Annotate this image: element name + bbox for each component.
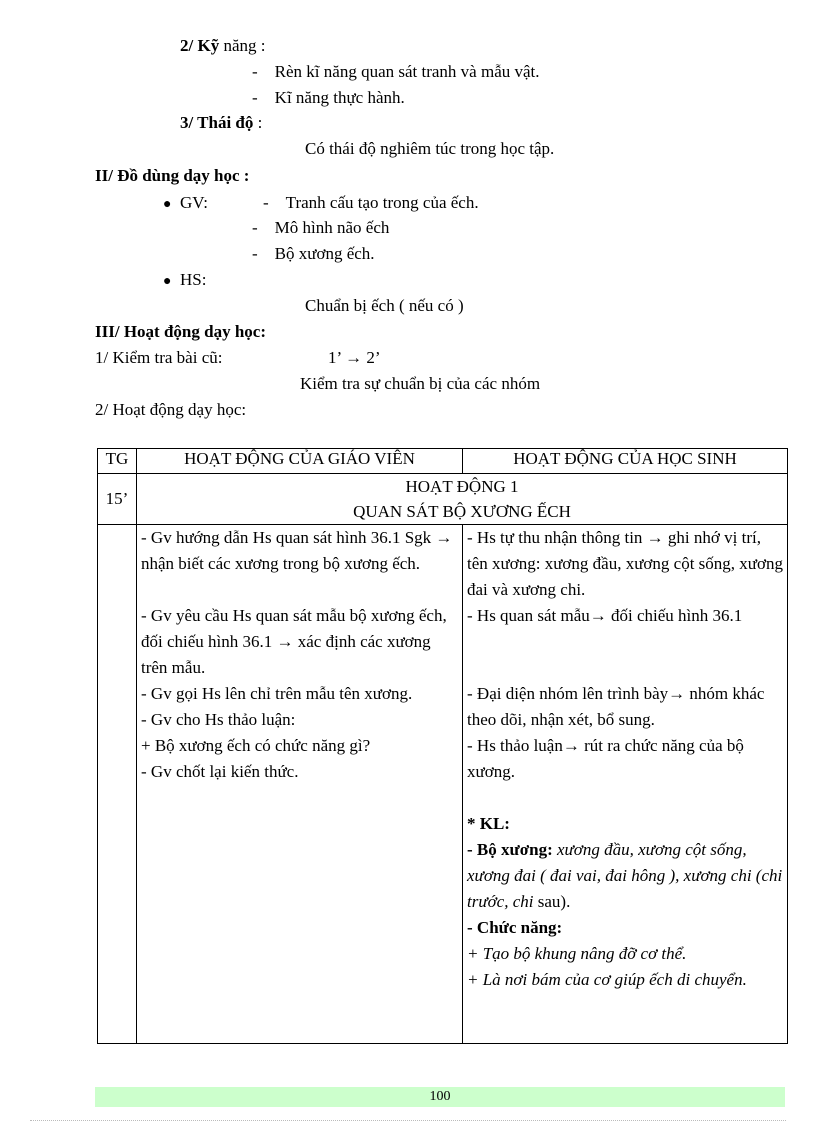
table-header-row — [98, 449, 788, 474]
lesson-table — [97, 448, 788, 1044]
gv-bullet — [163, 193, 208, 215]
skills-heading-rest: năng : — [219, 36, 266, 55]
bullet-icon: ● — [163, 197, 172, 212]
bullet-icon: ● — [163, 274, 172, 289]
student-step-3: - Đại diện nhóm lên trình bày→ nhóm khác theo dõi, nhận xét, bổ sung. — [467, 684, 765, 729]
function-item-1: + Tạo bộ khung nâng đỡ cơ thể. — [467, 944, 687, 963]
kl-label — [467, 811, 783, 837]
teacher-step-4: - Gv cho Hs thảo luận: — [141, 710, 296, 729]
student-step-1: - Hs tự thu nhận thông tin → ghi nhớ vị trí, tên xương: xương đầu, xương cột sống, xương đai và xương chi. — [467, 528, 783, 599]
function-label — [467, 915, 783, 941]
skeleton-text: xương đầu, xương cột sống, xương đai ( đai vai, đai hông ), xương chi (chi trước, chi — [467, 840, 783, 911]
skills-heading — [180, 36, 265, 56]
gv-item-1: - Tranh cấu tạo trong của ếch. — [263, 193, 479, 212]
skills-heading-bold: 2/ Kỹ — [180, 36, 220, 55]
teacher-step-6: - Gv chốt lại kiến thức. — [141, 762, 299, 781]
skeleton-label: - Bộ xương: — [467, 840, 553, 859]
activities-heading-text: III/ Hoạt động dạy học: — [95, 322, 266, 341]
kl-label-text: * KL: — [467, 814, 510, 833]
attitude-heading — [180, 113, 262, 133]
student-step-2: - Hs quan sát mẫu→ đối chiếu hình 36.1 — [467, 606, 743, 625]
gv-item-3: - Bộ xương ếch. — [252, 244, 375, 263]
skills-item-1-text: Rèn kĩ năng quan sát tranh và mẫu vật. — [274, 62, 540, 81]
teacher-step-2: - Gv yêu cầu Hs quan sát mẫu bộ xương ếch, đối chiếu hình 36.1 → xác định các xương trên mẫu. — [141, 606, 447, 677]
gv-item-2: - Mô hình não ếch — [252, 218, 390, 237]
check-time: 1’ → 2’ — [328, 348, 381, 367]
header-student: HOẠT ĐỘNG CỦA HỌC SINH — [463, 449, 788, 474]
activities-heading — [95, 322, 266, 342]
check-label: 1/ Kiểm tra bài cũ: — [95, 348, 223, 367]
check-text: Kiểm tra sự chuẩn bị của các nhóm — [300, 374, 541, 393]
equipment-heading-text: II/ Đồ dùng dạy học : — [95, 166, 250, 185]
gv-item-2-text: Mô hình não ếch — [274, 218, 390, 237]
activity-title-line1: HOẠT ĐỘNG 1 — [405, 477, 519, 496]
skeleton-summary — [467, 837, 783, 915]
teacher-cell — [137, 525, 463, 1044]
content-time-cell — [98, 525, 137, 1044]
hs-bullet — [163, 270, 206, 292]
gv-label: GV: — [179, 193, 208, 212]
page-number: 100 — [429, 1089, 451, 1104]
activity-title — [137, 474, 788, 525]
skills-item-2: - Kĩ năng thực hành. — [252, 88, 405, 107]
activity-time: 15’ — [98, 474, 137, 525]
attitude-heading-bold: 3/ Thái độ — [180, 113, 254, 132]
student-step-4: - Hs thảo luận→ rút ra chức năng của bộ xương. — [467, 736, 744, 781]
hs-label: HS: — [179, 270, 207, 289]
header-time: TG — [98, 449, 137, 474]
teacher-step-3: - Gv gọi Hs lên chỉ trên mẫu tên xương. — [141, 684, 413, 703]
header-teacher: HOẠT ĐỘNG CỦA GIÁO VIÊN — [137, 449, 463, 474]
skeleton-tail: sau). — [537, 892, 571, 911]
activity-content-row — [98, 525, 788, 1044]
skills-item-1: - Rèn kĩ năng quan sát tranh và mẫu vật. — [252, 62, 540, 81]
main-activities-label: 2/ Hoạt động dạy học: — [95, 400, 247, 419]
page-footer — [95, 1087, 785, 1107]
activity-title-line2: QUAN SÁT BỘ XƯƠNG ẾCH — [353, 502, 571, 521]
attitude-text: Có thái độ nghiêm túc trong học tập. — [305, 139, 555, 158]
teacher-step-5: + Bộ xương ếch có chức năng gì? — [141, 736, 371, 755]
gv-item-3-text: Bộ xương ếch. — [274, 244, 375, 263]
footer-divider — [30, 1120, 786, 1121]
hs-text: Chuẩn bị ếch ( nếu có ) — [305, 296, 464, 315]
student-cell — [463, 525, 788, 1044]
equipment-heading — [95, 166, 249, 186]
attitude-heading-rest: : — [253, 113, 263, 132]
function-item-2: + Là nơi bám của cơ giúp ếch di chuyển. — [467, 970, 747, 989]
activity-title-row — [98, 474, 788, 525]
teacher-step-1: - Gv hướng dẫn Hs quan sát hình 36.1 Sgk → nhận biết các xương trong bộ xương ếch. — [141, 528, 453, 573]
function-label-text: - Chức năng: — [467, 918, 563, 937]
skills-item-2-text: Kĩ năng thực hành. — [274, 88, 405, 107]
gv-item-1-text: Tranh cấu tạo trong của ếch. — [285, 193, 479, 212]
